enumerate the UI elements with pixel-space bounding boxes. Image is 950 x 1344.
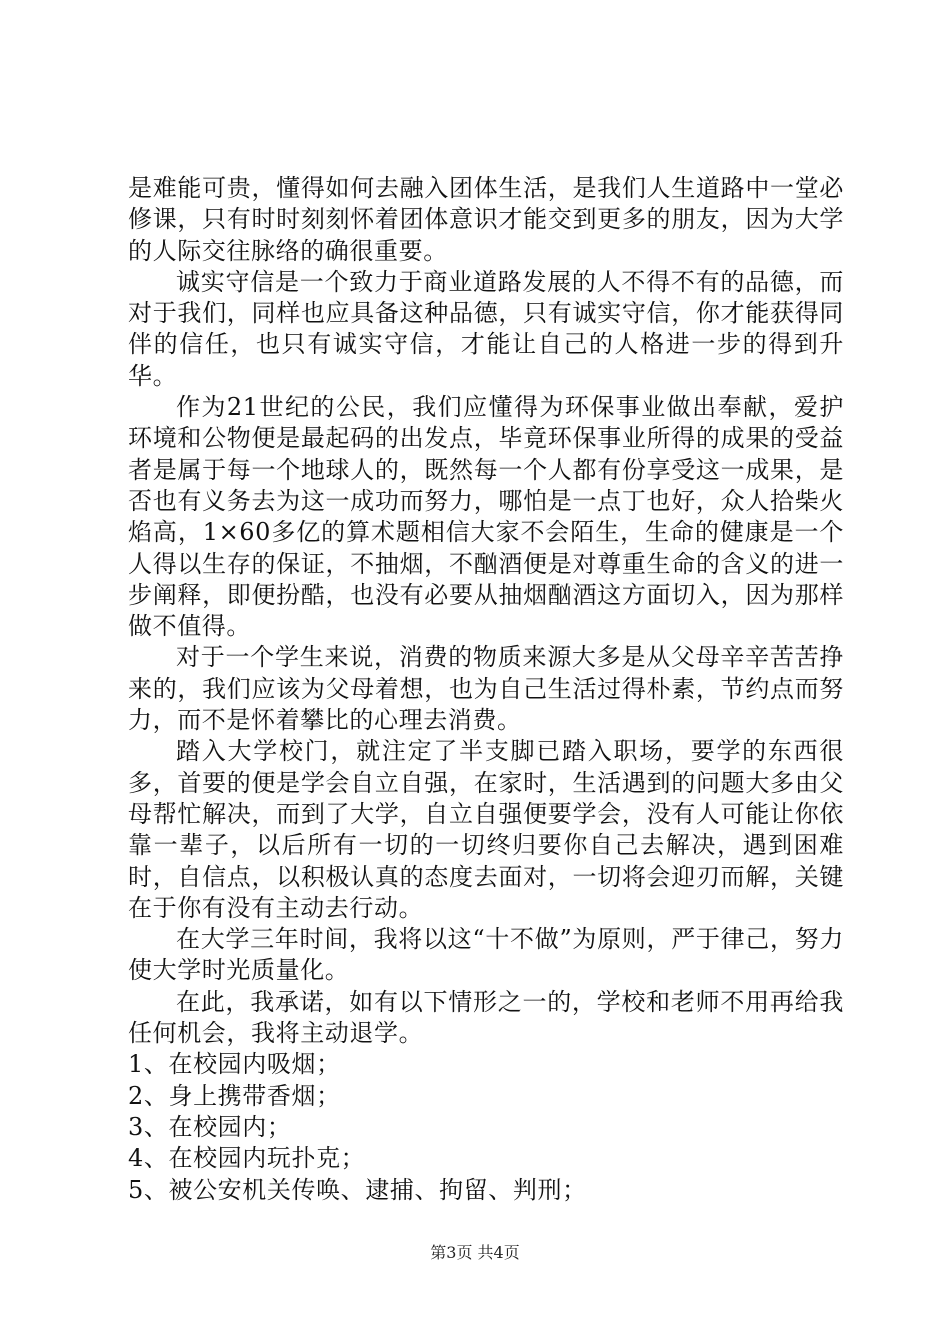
paragraph-self-reliance: 踏入大学校门，就注定了半支脚已踏入职场，要学的东西很多，首要的便是学会自立自强，在家时，生活遇到的问题大多由父母帮忙解决，而到了大学，自立自强便要学会，没有人可能让你依靠一辈子，以后所有一切的一切终归要你自己去解决，遇到困难时，自信点，以积极认真的态度去面对，一切将会迎刃而解，关键在于你有没有主动去行动。 bbox=[128, 737, 844, 922]
paragraph-honesty: 诚实守信是一个致力于商业道路发展的人不得不有的品德，而对于我们，同样也应具备这种品德，只有诚实守信，你才能获得同伴的信任，也只有诚实守信，才能让自己的人格进一步的得到升华。 bbox=[128, 267, 844, 390]
list-item: 2、身上携带香烟； bbox=[128, 1081, 341, 1110]
paragraph-consumption: 对于一个学生来说，消费的物质来源大多是从父母辛辛苦苦挣来的，我们应该为父母着想，也为自己生活过得朴素，节约点而努力，而不是怀着攀比的心理去消费。 bbox=[128, 643, 844, 735]
list-item: 3、在校园内； bbox=[128, 1112, 292, 1141]
page-footer: 第3页 共4页 bbox=[430, 1243, 520, 1262]
paragraph-continued: 是难能可贵，懂得如何去融入团体生活，是我们人生道路中一堂必修课，只有时时刻刻怀着团体意识才能交到更多的朋友，因为大学的人际交往脉络的确很重要。 bbox=[128, 174, 844, 265]
paragraph-promise: 在此，我承诺，如有以下情形之一的，学校和老师不用再给我任何机会，我将主动退学。 bbox=[128, 987, 844, 1048]
paragraph-principle: 在大学三年时间，我将以这“十不做”为原则，严于律己，努力使大学时光质量化。 bbox=[128, 925, 844, 985]
list-item: 5、被公安机关传唤、逮捕、拘留、判刑； bbox=[128, 1175, 587, 1204]
document-body bbox=[128, 173, 844, 1206]
paragraph-environment: 作为21世纪的公民，我们应懂得为环保事业做出奉献，爱护环境和公物便是最起码的出发点，毕竟环保事业所得的成果的受益者是属于每一个地球人的，既然每一个人都有份享受这一成果，是否也有义务去为这一成功而努力，哪怕是一点丁也好，众人拾柴火焰高，1×60多亿的算术题相信大家不会陌生，生命的健康是一个人得以生存的保证，不抽烟，不酗酒便是对尊重生命的含义的进一步阐释，即便扮酷，也没有必要从抽烟酗酒这方面切入，因为那样做不值得。 bbox=[128, 393, 844, 641]
list-item: 4、在校园内玩扑克； bbox=[128, 1144, 366, 1173]
list-item: 1、在校园内吸烟； bbox=[128, 1050, 341, 1079]
